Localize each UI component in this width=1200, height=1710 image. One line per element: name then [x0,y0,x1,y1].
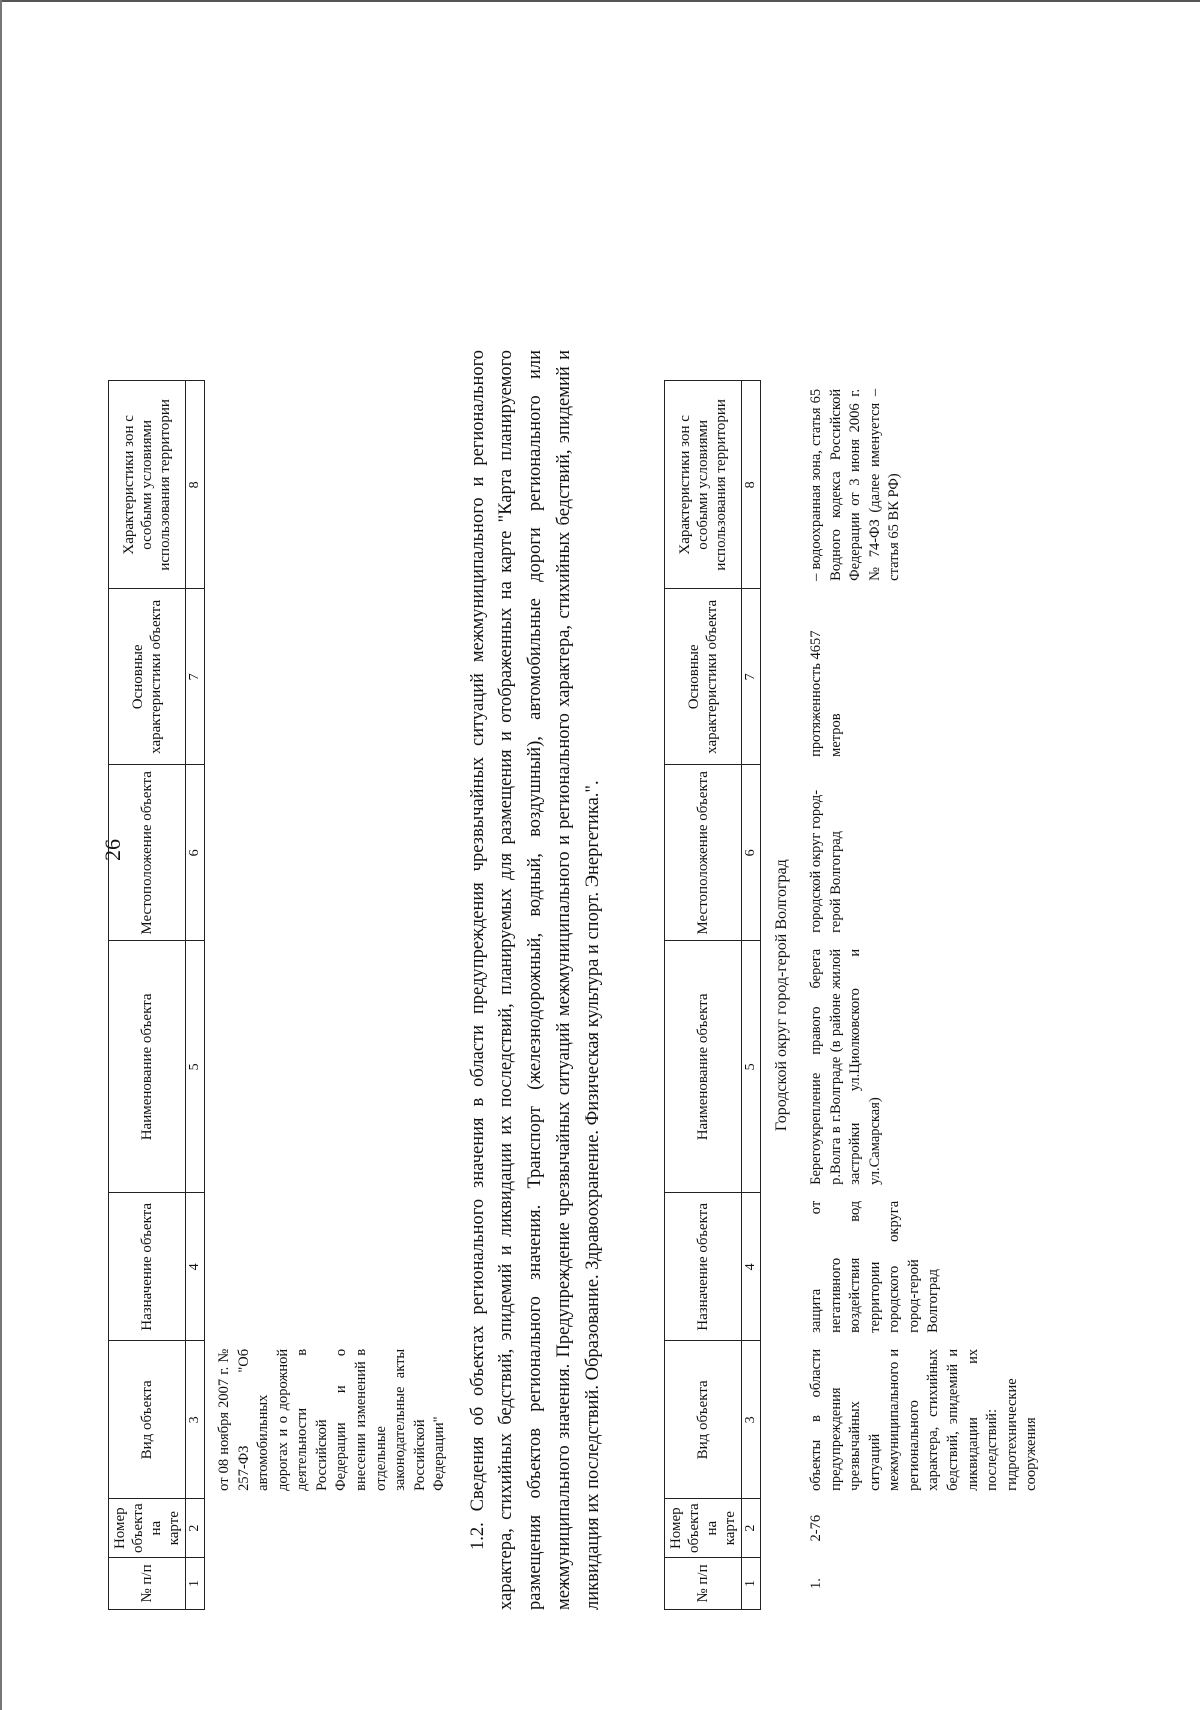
header-location: Местоположение объекта [665,765,742,941]
header-num: № п/п [665,1558,742,1610]
table-row [205,381,450,1610]
cell-zone-chars [797,381,1042,589]
column-number: 8 [186,381,205,589]
table-header-row [665,381,742,1610]
section-paragraph: 1.2. Сведения об объектах регионального значения в области предупреждения чрезвычайных ситуаций межмуниципального и регионального характера, стихийных бедствий, эпидемий и ликвидации их последствий, планируемых для размещения и отображенных на карте "Карта планируемого размещения объектов регионального значения. Транспорт (железнодорожный, водный, воздушный), автомобильные дороги регионального или межмуниципального значения. Предупреждение чрезвычайных ситуаций межмуниципального и регионального характера, стихийных бедствий, эпидемий и ликвидация их последствий. Образование. Здравоохранение. Физическая культура и спорт. Энергетика.". [467,350,603,1610]
column-number: 1 [186,1558,205,1610]
column-number: 6 [742,765,761,941]
column-number: 5 [186,941,205,1193]
column-number: 2 [742,1499,761,1558]
column-number: 6 [186,765,205,941]
zone-chars-text: водоохранная зона, статья 65 Водного кодекса Российской Федерации от 3 июня 2006 г. № 74-ФЗ (далее именуется – статья 65 ВК РФ) [808,388,903,581]
table-objects [664,380,1042,1610]
column-number: 3 [742,1341,761,1499]
column-number: 3 [186,1341,205,1499]
region-title: Городской округ город-герой Волгоград [773,859,790,1132]
cell-map-num: 2-76 [808,1514,824,1542]
dash-mark: – [808,573,824,581]
column-number: 4 [186,1193,205,1341]
cell-kind: от 08 ноября 2007 г. № 257-ФЗ "Об автомобильных дорогах и о дорожной деятельности в Российской Федерации и о внесении изменений в отдельные законодательные акты Российской Федерации" [216,1348,448,1491]
page-number: 26 [100,839,125,861]
column-number: 4 [742,1193,761,1341]
header-num: № п/п [109,1558,186,1610]
header-kind: Вид объекта [109,1341,186,1499]
region-row [761,381,798,1610]
column-number: 8 [742,381,761,589]
header-main-chars: Основные характеристики объекта [665,589,742,765]
cell-num: 1. [808,1578,824,1589]
header-name: Наименование объекта [665,941,742,1193]
header-location: Местоположение объекта [109,765,186,941]
column-number: 5 [742,941,761,1193]
column-number: 2 [186,1499,205,1558]
header-main-chars: Основные характеристики объекта [109,589,186,765]
table-continued [108,380,450,1610]
cell-kind: объекты в области предупреждения чрезвычайных ситуаций межмуниципального и регионального характера, стихийных бедствий, эпидемий и ликвидации их последствий: гидротехнические сооружения [808,1348,1040,1491]
cell-purpose: защита от негативного воздействия вод территории городского округа город-герой Волгоград [808,1200,942,1333]
header-purpose: Назначение объекта [109,1193,186,1341]
header-kind: Вид объекта [665,1341,742,1499]
table-row [797,381,1042,1610]
cell-name: Берегоукрепление правого берега р.Волга в г.Волграде (в районе жилой застройки ул.Циолковского и ул.Самарская) [808,948,883,1185]
header-name: Наименование объекта [109,941,186,1193]
header-zone-chars: Характеристики зон с особыми условиями использования территории [665,381,742,589]
column-number-row [742,381,761,1610]
table-header-row [109,381,186,1610]
header-map-num: Номер объекта на карте [665,1499,742,1558]
column-number-row [186,381,205,1610]
header-purpose: Назначение объекта [665,1193,742,1341]
column-number: 1 [742,1558,761,1610]
column-number: 7 [742,589,761,765]
cell-main-chars: протяженность 4657 метров [808,630,844,757]
header-zone-chars: Характеристики зон с особыми условиями использования территории [109,381,186,589]
column-number: 7 [186,589,205,765]
header-map-num: Номер объекта на карте [109,1499,186,1558]
cell-location: городской округ город-герой Волгоград [808,789,844,933]
